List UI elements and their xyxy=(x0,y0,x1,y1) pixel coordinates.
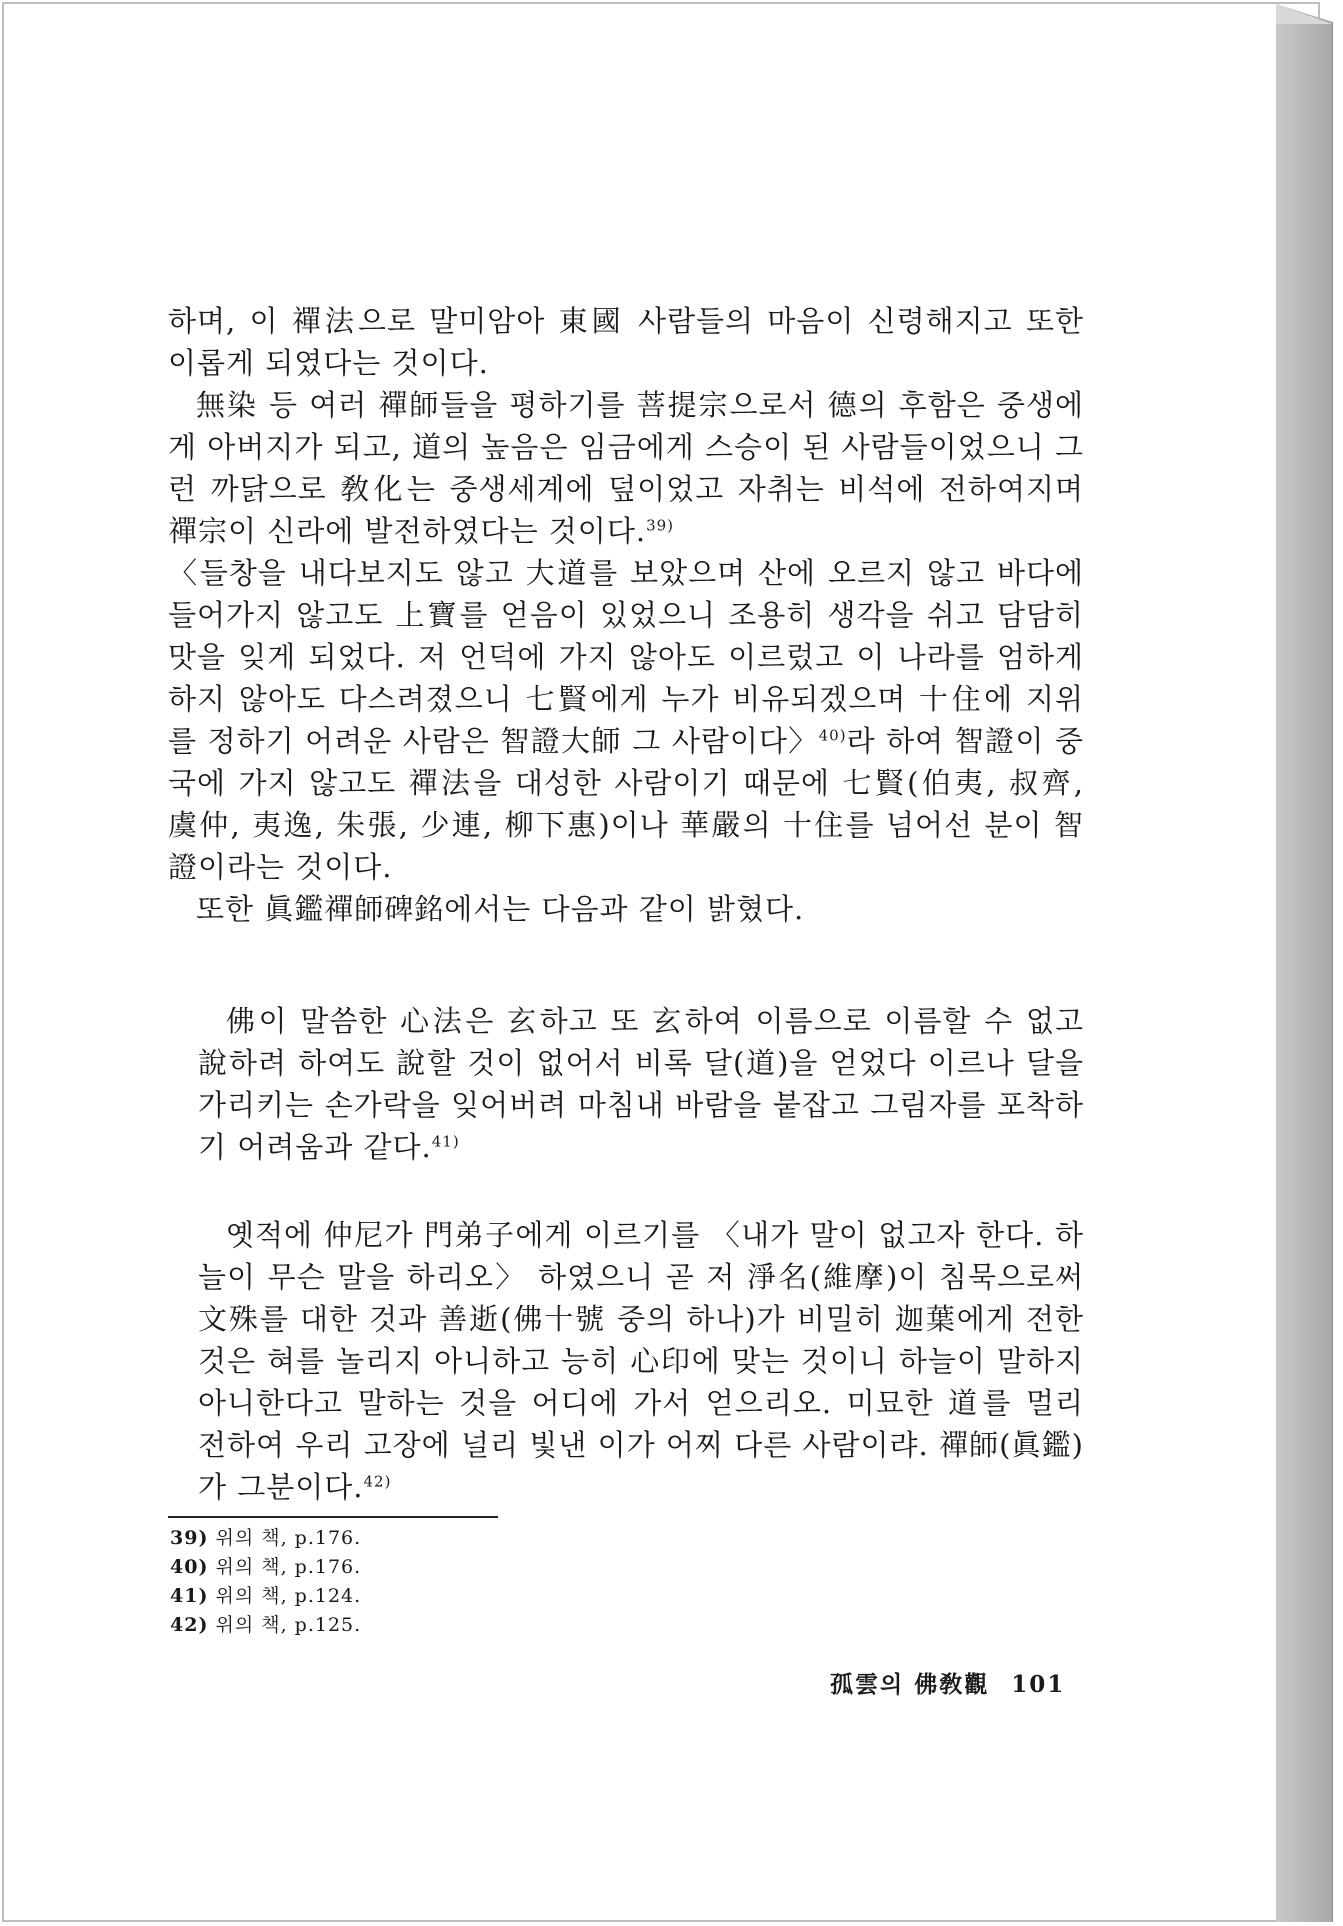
paragraph-3-quote: 〈들창을 내다보지도 않고 大道를 보았으며 산에 오르지 않고 바다에 들어가지 않고도 上寶를 얻음이 있었으니 조용히 생각을 쉬고 담담히 맛을 잊게 되었다. 저 언덕에 가지 않아도 이르렀고 이 나라를 엄하게 하지 않아도 다스려졌으니 七賢에게 누가 비유되겠으며 十住에 지위를 정하기 어려운 사람은 智證大師 그 사람이다〉 xyxy=(168,556,1084,758)
footnote-number: 40) xyxy=(170,1556,209,1578)
block-quote-1 xyxy=(198,1000,1084,1168)
paragraph-3-text: 라 하여 智證이 중국에 가지 않고도 禪法을 대성한 사람이기 때문에 七賢(伯夷, 叔齊, 虞仲, 夷逸, 朱張, 少連, 柳下惠)이나 華嚴의 十住를 넘어선 분이 智證이라는 것이다. xyxy=(168,724,1084,884)
block-quote-1-paragraph xyxy=(198,1000,1084,1168)
running-footer xyxy=(830,1666,1065,1699)
footnote-number: 39) xyxy=(170,1527,209,1549)
paragraph-2-text: 無染 등 여러 禪師들을 평하기를 菩提宗으로서 德의 후함은 중생에게 아버지가 되고, 道의 높음은 임금에게 스승이 된 사람들이었으니 그런 까닭으로 敎化는 중생세계에 덮이었고 자취는 비석에 전하여지며 禪宗이 신라에 발전하였다는 것이다. xyxy=(168,388,1084,548)
footnote-number: 41) xyxy=(170,1585,209,1607)
paragraph-3 xyxy=(168,552,1084,888)
main-text xyxy=(168,300,1084,930)
footnote-text: 위의 책, p.125. xyxy=(215,1614,362,1636)
block-quote-2-paragraph xyxy=(198,1214,1084,1508)
paragraph-2 xyxy=(168,384,1084,552)
paragraph-4: 또한 眞鑑禪師碑銘에서는 다음과 같이 밝혔다. xyxy=(196,892,805,926)
block-quote-2-text: 옛적에 仲尼가 門弟子에게 이르기를 〈내가 말이 없고자 한다. 하늘이 무슨 말을 하리오〉 하였으니 곧 저 淨名(維摩)이 침묵으로써 文殊를 대한 것과 善逝(佛十號 중의 하나)가 비밀히 迦葉에게 전한 것은 혀를 놀리지 아니하고 능히 心印에 맞는 것이니 하늘이 말하지 아니한다고 말하는 것을 어디에 가서 얻으리오. 미묘한 道를 멀리 전하여 우리 고장에 널리 빛낸 이가 어찌 다른 사람이랴. 禪師(眞鑑)가 그분이다. xyxy=(198,1218,1084,1504)
running-title: 孤雲의 佛敎觀 xyxy=(830,1671,990,1698)
footnote xyxy=(170,1553,361,1582)
paragraph-1: 하며, 이 禪法으로 말미암아 東國 사람들의 마음이 신령해지고 또한 이롭게 되였다는 것이다. xyxy=(168,304,1084,380)
footnote-number: 42) xyxy=(170,1614,209,1636)
footnote-ref-41: 41) xyxy=(431,1132,460,1151)
footnote-divider xyxy=(168,1516,498,1518)
footnote xyxy=(170,1611,361,1640)
footnote xyxy=(170,1524,361,1553)
footnote-text: 위의 책, p.176. xyxy=(215,1527,362,1549)
footnote-ref-40: 40) xyxy=(818,726,847,745)
page-number: 101 xyxy=(1011,1671,1066,1698)
footnote-ref-42: 42) xyxy=(363,1472,392,1491)
footnote-ref-39: 39) xyxy=(646,516,675,535)
footnotes xyxy=(170,1524,361,1640)
block-quote-1-text: 佛이 말씀한 心法은 玄하고 또 玄하여 이름으로 이름할 수 없고 說하려 하여도 說할 것이 없어서 비록 달(道)을 얻었다 이르나 달을 가리키는 손가락을 잊어버려 마침내 바람을 붙잡고 그림자를 포착하기 어려움과 같다. xyxy=(198,1004,1084,1164)
footnote-text: 위의 책, p.124. xyxy=(215,1585,362,1607)
page-stack-edge xyxy=(1276,4,1333,1922)
footnote-text: 위의 책, p.176. xyxy=(215,1556,362,1578)
footnote xyxy=(170,1582,361,1611)
block-quote-2 xyxy=(198,1214,1084,1508)
